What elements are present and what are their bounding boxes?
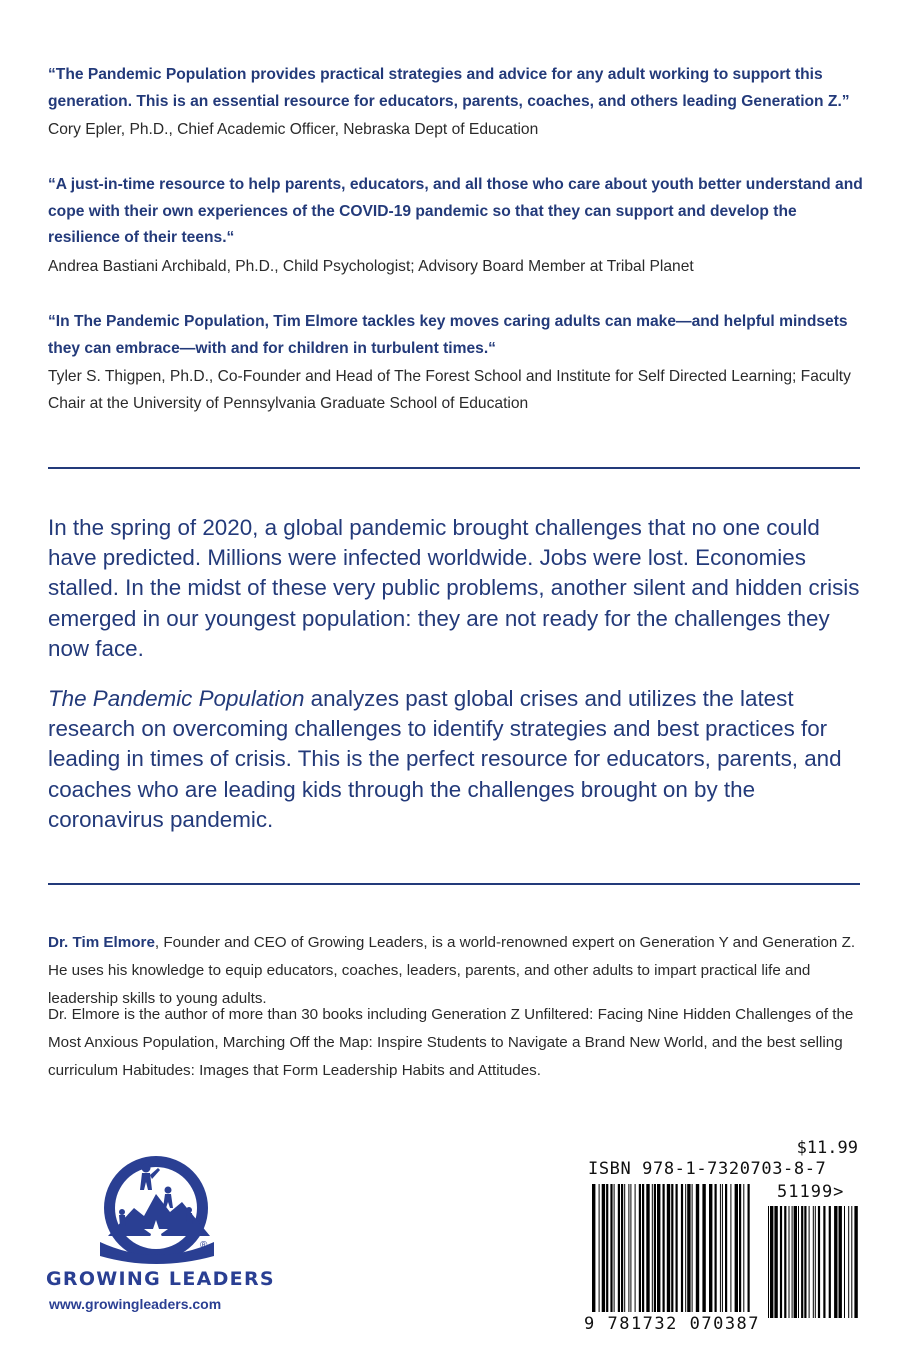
barcode-bar [676,1184,678,1312]
barcode-bar [592,1184,595,1312]
divider-top [48,467,860,469]
barcode-bar [854,1206,857,1318]
barcode-bar [702,1184,705,1312]
registered-mark: ® [200,1240,208,1251]
barcode-bar [804,1206,806,1318]
testimonial-attribution: Andrea Bastiani Archibald, Ph.D., Child Psychologist; Advisory Board Member at Tribal Planet [48,257,694,275]
description-text: analyzes past global crises and utilizes the latest research on overcoming challenges to identify strategies and best practices for leading in times of crisis. This is the perfect resource for educators, parents, and coaches who are leading kids through the challenges brought on by the coronavirus pandemic. [48,686,842,832]
testimonial-2 [48,172,868,280]
barcode-bar [784,1206,786,1318]
testimonial-3 [48,309,868,417]
barcode-bar [839,1206,842,1318]
author-bio-paragraph-2: Dr. Elmore is the author of more than 30 books including Generation Z Unfiltered: Facing Nine Hidden Challenges of the Most Anxious Population, Marching Off the Map: Inspire Students to Navigate a Brand New World, and the best selling curriculum Habitudes: Images that Form Leadership Habits and Attitudes. [48,1006,854,1080]
barcode-bar [663,1184,665,1312]
barcode-bar [610,1184,612,1312]
ean-digits: 9 781732 070387 [584,1314,761,1334]
barcode-bar [798,1206,799,1318]
book-title: The Pandemic Population [48,686,305,711]
barcode-bar [801,1206,803,1318]
barcode-bar [671,1184,673,1312]
publisher-logo [46,1150,278,1330]
barcode-bar [768,1206,769,1318]
barcode-bar [792,1206,793,1318]
barcode-bar [848,1206,849,1318]
barcode-bar [646,1184,649,1312]
barcode-bar [818,1206,820,1318]
isbn-label: ISBN 978-1-7320703-8-7 [588,1159,827,1179]
barcode-bar [652,1184,653,1312]
price-label: $11.99 [796,1138,858,1158]
barcode-bar [642,1184,644,1312]
barcode-bar [709,1184,712,1312]
barcode-bar [681,1184,683,1312]
barcode-bar [606,1184,608,1312]
barcode-bar [823,1206,825,1318]
publisher-url: www.growingleaders.com [49,1296,222,1312]
addon-digits: 51199> [777,1182,845,1202]
barcode-bar [735,1184,738,1312]
author-name: Dr. Tim Elmore [48,934,155,951]
barcode-bar [844,1206,845,1318]
barcode-bar [813,1206,814,1318]
barcode-bar [602,1184,605,1312]
barcode-bar [667,1184,670,1312]
barcode-bar [770,1206,773,1318]
description-paragraph-2 [48,684,868,835]
barcode-bar [618,1184,620,1312]
barcode-bar [654,1184,656,1312]
barcode-bar [851,1206,852,1318]
barcode-bar [639,1184,641,1312]
barcode-bar [630,1184,631,1312]
publisher-name: GROWING LEADERS [46,1268,275,1290]
testimonial-quote: “The Pandemic Population provides practical strategies and advice for any adult working to support this generation. This is an essential resource for educators, parents, coaches, and others leading Generation Z.” [48,66,850,110]
barcode-bar [834,1206,837,1318]
testimonial-quote: “In The Pandemic Population, Tim Elmore tackles key moves caring adults can make—and helpful mindsets they can embrace—with and for children in turbulent times.“ [48,313,848,357]
barcode-bar [614,1184,615,1312]
barcode-bar [794,1206,797,1318]
barcode-bar [657,1184,660,1312]
barcode-bar [730,1184,731,1312]
barcode-bar [692,1184,693,1312]
testimonial-attribution: Tyler S. Thigpen, Ph.D., Co-Founder and Head of The Forest School and Institute for Self Directed Learning; Faculty Chair at the University of Pennsylvania Graduate School of Education [48,368,851,412]
divider-bottom [48,883,860,885]
barcode-bar [720,1184,721,1312]
barcode-bar [743,1184,744,1312]
description-paragraph-1: In the spring of 2020, a global pandemic brought challenges that no one could have predicted. Millions were infected worldwide. Jobs were lost. Economies stalled. In the midst of these very public problems, another silent and hidden crisis emerged in our youngest population: they are not ready for the challenges they now face. [48,515,860,661]
barcode-bar [635,1184,636,1312]
barcode-bar [780,1206,782,1318]
barcode-bar [789,1206,790,1318]
barcode-bar [774,1206,777,1318]
barcode-bar [739,1184,741,1312]
author-bio-text: , Founder and CEO of Growing Leaders, is a world-renowned expert on Generation Y and Generation Z. He uses his knowledge to equip educators, coaches, leaders, parents, and other adults to impart practical life and leadership skills to young adults. [48,934,856,1008]
barcode-bar [748,1184,750,1312]
barcode-bar [687,1184,690,1312]
barcode-bar [685,1184,686,1312]
testimonial-quote: “A just-in-time resource to help parents, educators, and all those who care about youth better understand and cope with their own experiences of the COVID-19 pandemic so that they can support and develop the resilience of their teens.“ [48,176,863,246]
testimonial-1 [48,62,868,144]
testimonial-attribution: Cory Epler, Ph.D., Chief Academic Officer, Nebraska Dept of Education [48,121,539,138]
barcode-bar [621,1184,623,1312]
barcode-bar [722,1184,723,1312]
barcode-bar [829,1206,831,1318]
barcode-bar [715,1184,717,1312]
barcode-bar [599,1184,600,1312]
barcode-bar [624,1184,625,1312]
barcode-bars [584,1184,864,1318]
barcode-bar [628,1184,629,1312]
isbn-barcode [584,1136,864,1336]
barcode-bar [696,1184,699,1312]
barcode-bar [815,1206,816,1318]
barcode-bar [809,1206,810,1318]
barcode-bar [725,1184,727,1312]
